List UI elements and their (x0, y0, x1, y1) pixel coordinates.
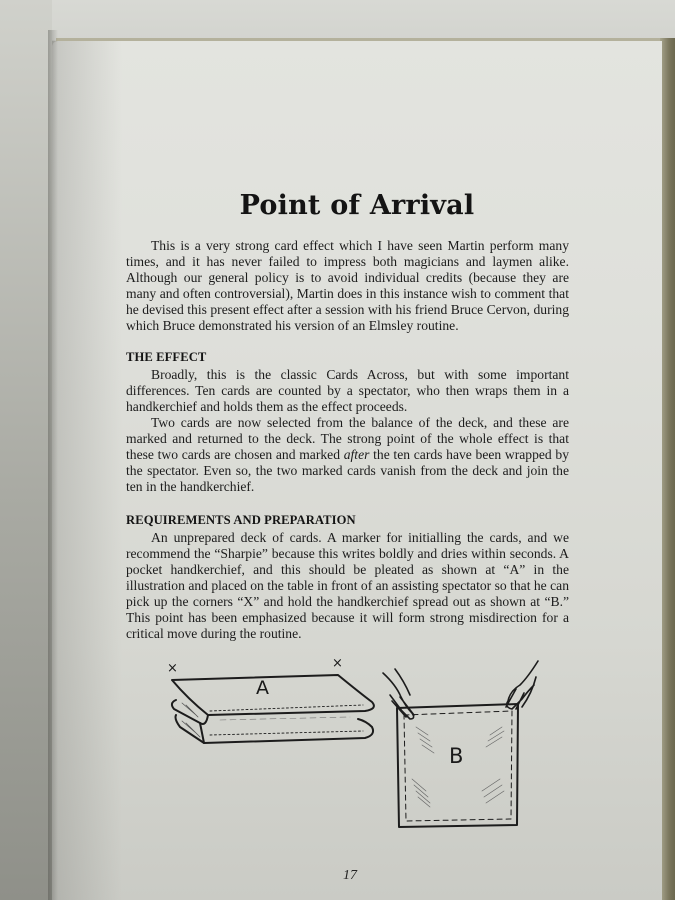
facing-page-edge (0, 0, 52, 900)
right-hand (506, 661, 538, 709)
gutter-shading (52, 41, 122, 900)
effect-paragraph-2-part-2: the ten cards have been wrapped by the spectator. Even so, the two marked cards vanish from the deck and join the ten in the handkerchief. (126, 447, 569, 494)
effect-paragraph-2 (126, 415, 569, 495)
figure-label-b: B (449, 744, 464, 768)
section-heading-requirements: REQUIREMENTS AND PREPARATION (126, 513, 356, 527)
left-hand (383, 669, 414, 719)
handkerchief-illustration (160, 655, 540, 835)
requirements-paragraph: An unprepared deck of cards. A marker for initialling the cards, and we recommend the “Sharpie” because this writes boldly and dries within seconds. A pocket handkerchief, and this should be pleated as shown at “A” in the illustration and placed on the table in front of an assisting spectator so that he can pick up the corners “X” and hold the handkerchief spread out as shown at “B.” This point has been emphasized because it will form strong misdirection for a critical move during the routine. (126, 530, 569, 641)
section-body-requirements (126, 530, 569, 642)
intro-text: This is a very strong card effect which I have seen Martin perform many times, and it has never failed to impress both magicians and laymen alike. Although our general policy is to avoid individual credits (because they are many and often controversial), Martin does in this instance wish to comment that he devised this present effect after a session with his friend Bruce Cervon, during which Bruce demonstrated his version of an Elmsley routine. (126, 238, 569, 333)
corner-x-left: × (167, 661, 178, 676)
background-surface (0, 0, 675, 40)
pleat-bottom-fold (176, 715, 374, 743)
corner-x-right: × (332, 656, 343, 671)
effect-paragraph-2-italic: after (343, 447, 370, 462)
effect-paragraph-1: Broadly, this is the classic Cards Across, but with some important differences. Ten cards are counted by a spectator, who then wraps them in a handkerchief and holds them as the effect proceeds. (126, 367, 569, 414)
book-cover-right-edge (660, 38, 675, 900)
section-heading-the-effect: THE EFFECT (126, 350, 207, 364)
illustration-drawing (160, 655, 540, 835)
effect-paragraph-2-part-1: Two cards are now selected from the balance of the deck, and these are marked and returned to the deck. The strong point of the whole effect is that these two cards are chosen and marked (126, 415, 569, 462)
intro-paragraph (126, 238, 569, 334)
section-body-the-effect (126, 367, 569, 495)
figure-label-a: A (256, 677, 269, 699)
pleat-top-fold (172, 675, 374, 715)
gutter-shadow (48, 30, 58, 900)
page-number: 17 (343, 868, 357, 883)
page-title: Point of Arrival (239, 190, 475, 221)
pleat-middle-fold (172, 700, 208, 724)
